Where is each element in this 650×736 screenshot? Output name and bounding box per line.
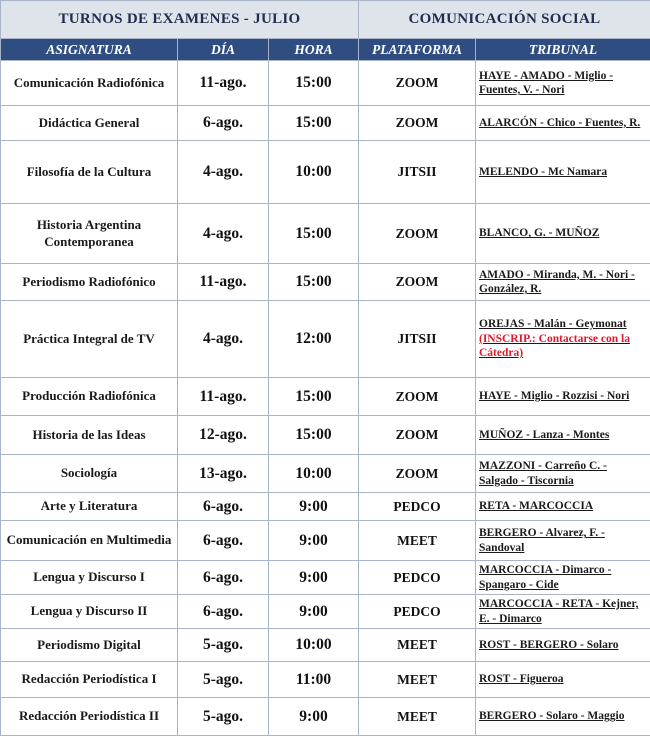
day-cell: 6-ago. [178, 106, 269, 141]
table-row [1, 662, 650, 698]
day-cell: 4-ago. [178, 204, 269, 264]
hour-cell: 9:00 [269, 493, 359, 521]
hour-cell: 15:00 [269, 61, 359, 106]
hour-cell: 9:00 [269, 595, 359, 629]
platform-cell: MEET [359, 521, 476, 561]
platform-cell: ZOOM [359, 455, 476, 493]
platform-cell: JITSII [359, 141, 476, 204]
tribunal-cell: MAZZONI - Carreño C. - Salgado - Tiscornia [476, 455, 650, 493]
career-title: COMUNICACIÓN SOCIAL [359, 1, 650, 39]
subject-cell: Historia Argentina Contemporanea [1, 204, 178, 264]
tribunal-cell: MARCOCCIA - Dimarco - Spangaro - Cide [476, 561, 650, 595]
subject-cell: Historia de las Ideas [1, 416, 178, 455]
day-cell: 6-ago. [178, 561, 269, 595]
day-cell: 6-ago. [178, 595, 269, 629]
platform-cell: PEDCO [359, 561, 476, 595]
subject-cell: Redacción Periodística II [1, 698, 178, 736]
day-cell: 11-ago. [178, 264, 269, 301]
platform-cell: MEET [359, 629, 476, 662]
hour-cell: 15:00 [269, 204, 359, 264]
platform-cell: JITSII [359, 301, 476, 378]
platform-cell: ZOOM [359, 106, 476, 141]
col-header-hora: HORA [269, 39, 359, 61]
tribunal-cell: HAYE - Miglio - Rozzisi - Nori [476, 378, 650, 416]
platform-cell: ZOOM [359, 61, 476, 106]
subject-cell: Sociología [1, 455, 178, 493]
hour-cell: 15:00 [269, 264, 359, 301]
hour-cell: 15:00 [269, 416, 359, 455]
platform-cell: PEDCO [359, 493, 476, 521]
schedule-title: TURNOS DE EXAMENES - JULIO [1, 1, 359, 39]
hour-cell: 10:00 [269, 141, 359, 204]
table-row [1, 629, 650, 662]
col-header-plataforma: PLATAFORMA [359, 39, 476, 61]
hour-cell: 10:00 [269, 455, 359, 493]
table-row [1, 106, 650, 141]
table-row [1, 141, 650, 204]
subject-cell: Didáctica General [1, 106, 178, 141]
tribunal-cell: RETA - MARCOCCIA [476, 493, 650, 521]
subject-cell: Comunicación Radiofónica [1, 61, 178, 106]
tribunal-cell: MARCOCCIA - RETA - Kejner, E. - Dimarco [476, 595, 650, 629]
platform-cell: MEET [359, 662, 476, 698]
tribunal-cell: BLANCO, G. - MUÑOZ [476, 204, 650, 264]
tribunal-cell: ROST - Figueroa [476, 662, 650, 698]
platform-cell: PEDCO [359, 595, 476, 629]
title-row [1, 1, 650, 39]
table-row [1, 204, 650, 264]
subject-cell: Arte y Literatura [1, 493, 178, 521]
table-row [1, 264, 650, 301]
day-cell: 5-ago. [178, 629, 269, 662]
subject-cell: Práctica Integral de TV [1, 301, 178, 378]
hour-cell: 15:00 [269, 106, 359, 141]
table-row [1, 561, 650, 595]
day-cell: 13-ago. [178, 455, 269, 493]
hour-cell: 12:00 [269, 301, 359, 378]
col-header-asignatura: ASIGNATURA [1, 39, 178, 61]
day-cell: 6-ago. [178, 493, 269, 521]
table-row [1, 301, 650, 378]
hour-cell: 9:00 [269, 521, 359, 561]
tribunal-cell: ALARCÓN - Chico - Fuentes, R. [476, 106, 650, 141]
day-cell: 5-ago. [178, 698, 269, 736]
table-row [1, 378, 650, 416]
tribunal-cell: BERGERO - Solaro - Maggio [476, 698, 650, 736]
hour-cell: 15:00 [269, 378, 359, 416]
registration-note: (INSCRIP.: Contactarse con la Cátedra) [479, 333, 630, 359]
subject-cell: Periodismo Digital [1, 629, 178, 662]
hour-cell: 9:00 [269, 561, 359, 595]
tribunal-cell: AMADO - Miranda, M. - Nori - González, R. [476, 264, 650, 301]
day-cell: 6-ago. [178, 521, 269, 561]
platform-cell: MEET [359, 698, 476, 736]
subject-cell: Periodismo Radiofónico [1, 264, 178, 301]
subject-cell: Lengua y Discurso I [1, 561, 178, 595]
table-row [1, 61, 650, 106]
platform-cell: ZOOM [359, 378, 476, 416]
day-cell: 5-ago. [178, 662, 269, 698]
day-cell: 11-ago. [178, 61, 269, 106]
col-header-dia: DÍA [178, 39, 269, 61]
table-row [1, 416, 650, 455]
day-cell: 4-ago. [178, 141, 269, 204]
hour-cell: 10:00 [269, 629, 359, 662]
schedule-body [1, 61, 650, 736]
platform-cell: ZOOM [359, 204, 476, 264]
tribunal-cell: ROST - BERGERO - Solaro [476, 629, 650, 662]
tribunal-names: OREJAS - Malán - Geymonat [479, 318, 627, 330]
column-header-row [1, 39, 650, 61]
hour-cell: 11:00 [269, 662, 359, 698]
platform-cell: ZOOM [359, 264, 476, 301]
tribunal-cell: HAYE - AMADO - Miglio - Fuentes, V. - Nori [476, 61, 650, 106]
day-cell: 11-ago. [178, 378, 269, 416]
day-cell: 4-ago. [178, 301, 269, 378]
table-row [1, 521, 650, 561]
subject-cell: Filosofía de la Cultura [1, 141, 178, 204]
table-row [1, 455, 650, 493]
tribunal-cell [476, 301, 650, 378]
subject-cell: Producción Radiofónica [1, 378, 178, 416]
tribunal-cell: BERGERO - Alvarez, F. - Sandoval [476, 521, 650, 561]
col-header-tribunal: TRIBUNAL [476, 39, 650, 61]
table-row [1, 698, 650, 736]
subject-cell: Redacción Periodística I [1, 662, 178, 698]
tribunal-cell: MUÑOZ - Lanza - Montes [476, 416, 650, 455]
subject-cell: Comunicación en Multimedia [1, 521, 178, 561]
tribunal-cell: MELENDO - Mc Namara [476, 141, 650, 204]
subject-cell: Lengua y Discurso II [1, 595, 178, 629]
table-row [1, 493, 650, 521]
platform-cell: ZOOM [359, 416, 476, 455]
table-row [1, 595, 650, 629]
day-cell: 12-ago. [178, 416, 269, 455]
hour-cell: 9:00 [269, 698, 359, 736]
